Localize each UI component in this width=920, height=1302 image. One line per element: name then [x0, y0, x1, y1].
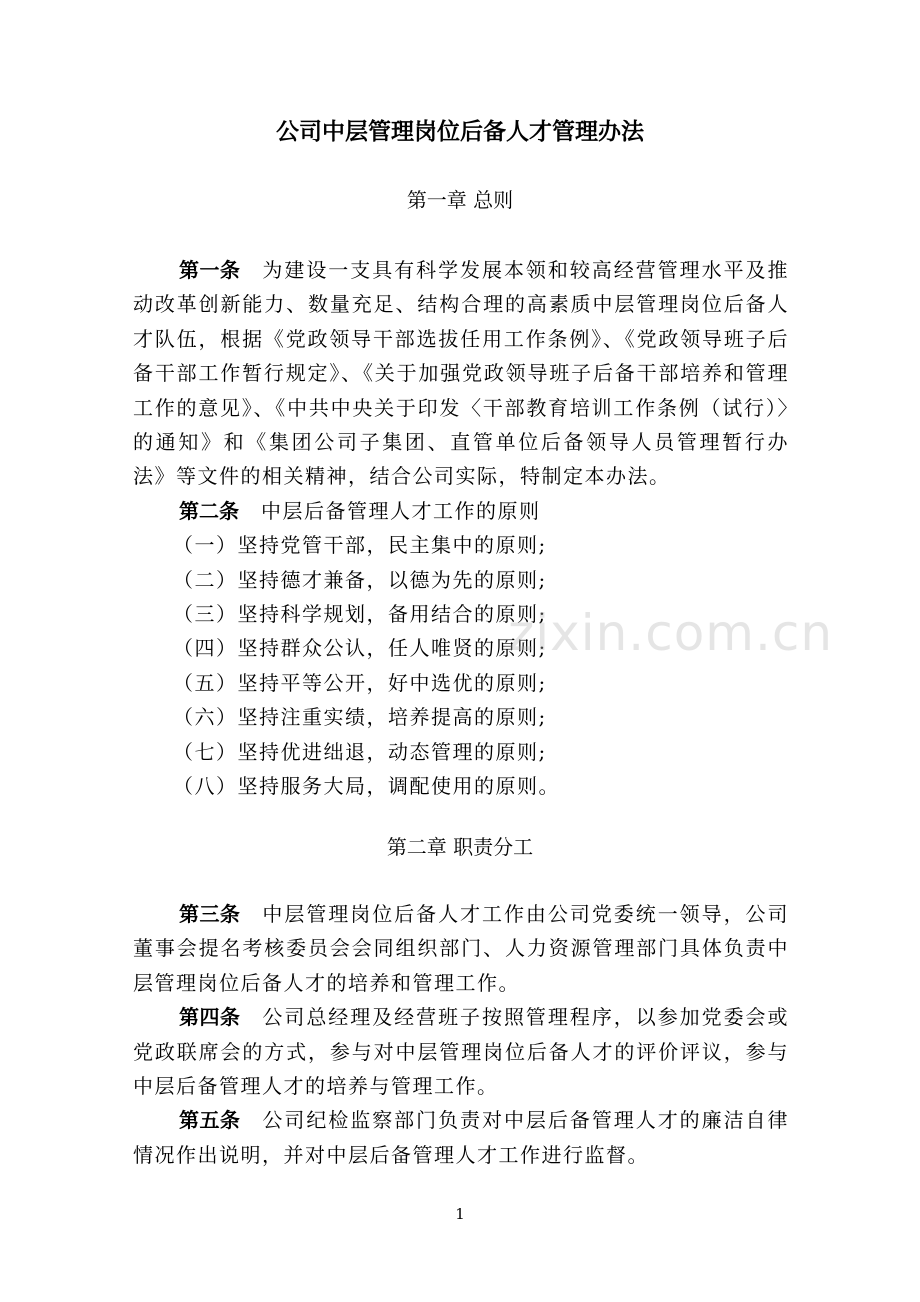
- principle-item: （二）坚持德才兼备，以德为先的原则;: [173, 567, 547, 592]
- principle-item: （八）坚持服务大局，调配使用的原则。: [173, 774, 560, 799]
- article-5: [133, 1103, 789, 1172]
- chapter-1-body: [133, 253, 789, 804]
- article-1-label: 第一条: [179, 258, 241, 282]
- article-2-text: 中层后备管理人才工作的原则: [261, 498, 541, 523]
- article-4: [133, 1000, 789, 1103]
- chapter-2-heading: 第二章 职责分工: [386, 835, 534, 859]
- page-number: 1: [455, 1205, 465, 1223]
- article-5-text: 公司纪检监察部门负责对中层后备管理人才的廉洁自律情况作出说明，并对中层后备管理人才工作进行监督。: [133, 1108, 790, 1167]
- principle-item: （三）坚持科学规划，备用结合的原则;: [173, 602, 547, 627]
- article-3-text: 中层管理岗位后备人才工作由公司党委统一领导，公司董事会提名考核委员会会同组织部门、人力资源管理部门具体负责中层管理岗位后备人才的培养和管理工作。: [133, 902, 790, 995]
- article-1-text: 为建设一支具有科学发展本领和较高经营管理水平及推动改革创新能力、数量充足、结构合理的高素质中层管理岗位后备人才队伍，根据《党政领导干部选拔任用工作条例》、《党政领导班子后备干部工作暂行规定》、《关于加强党政领导班子后备干部培养和管理工作的意见》、《中共中央关于印发〈干部教育培训工作条例（试行）〉的通知》和《集团公司子集团、直管单位后备领导人员管理暂行办法》等文件的相关精神，结合公司实际，特制定本办法。: [133, 258, 790, 489]
- article-4-text: 公司总经理及经营班子按照管理程序，以参加党委会或党政联席会的方式，参与对中层管理岗位后备人才的评价评议，参与中层后备管理人才的培养与管理工作。: [133, 1005, 790, 1099]
- article-3: [133, 897, 789, 1000]
- article-2: [133, 494, 789, 528]
- watermark: zixin.com.cn: [508, 604, 834, 662]
- principle-item: （七）坚持优进绌退，动态管理的原则;: [173, 739, 547, 764]
- document-title: 公司中层管理岗位后备人才管理办法: [276, 119, 644, 145]
- principle-item: （六）坚持注重实绩，培养提高的原则;: [173, 705, 547, 730]
- principle-item: （五）坚持平等公开，好中选优的原则;: [173, 670, 547, 695]
- principle-item: （一）坚持党管干部，民主集中的原则;: [173, 533, 547, 558]
- article-5-label: 第五条: [179, 1108, 241, 1133]
- article-4-label: 第四条: [179, 1005, 241, 1030]
- chapter-1-heading: 第一章 总则: [406, 188, 514, 212]
- chapter-2-body: [133, 897, 789, 1172]
- article-3-label: 第三条: [179, 902, 241, 926]
- article-1: [133, 253, 789, 494]
- article-2-label: 第二条: [179, 498, 239, 523]
- principle-item: （四）坚持群众公认，任人唯贤的原则;: [173, 636, 547, 661]
